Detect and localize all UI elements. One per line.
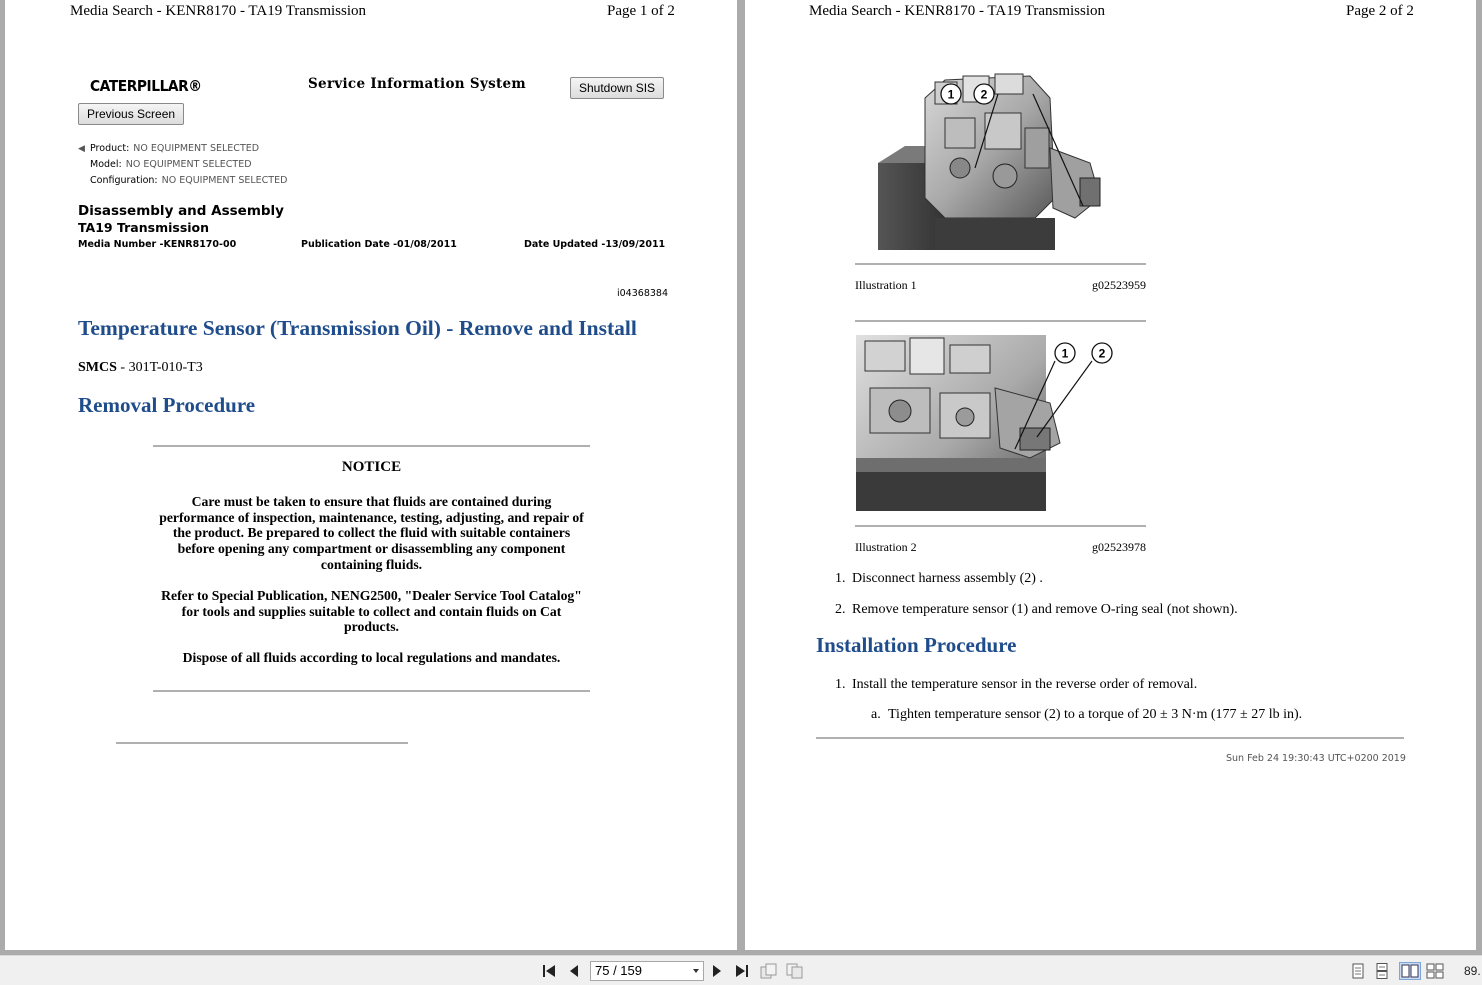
- continuous-view-icon[interactable]: [1373, 962, 1391, 980]
- installation-procedure-heading: Installation Procedure: [816, 633, 1017, 657]
- shutdown-sis-button[interactable]: Shutdown SIS: [570, 77, 664, 99]
- two-page-view-icon[interactable]: [1399, 962, 1421, 980]
- product-value: NO EQUIPMENT SELECTED: [133, 143, 260, 154]
- notice-bottom-divider: [153, 690, 590, 692]
- svg-text:1: 1: [1061, 346, 1069, 361]
- illustration-2-label: Illustration 2: [855, 540, 917, 554]
- configuration-label: Configuration:: [90, 175, 158, 186]
- next-page-icon[interactable]: [708, 962, 726, 980]
- product-label: Product:: [90, 143, 130, 154]
- notice-paragraph-3: Dispose of all fluids according to local regulations and mandates.: [182, 650, 561, 665]
- removal-step-1: 1. Disconnect harness assembly (2) .: [835, 571, 1043, 586]
- page-header-title: Media Search - KENR8170 - TA19 Transmission: [70, 3, 367, 19]
- page-header-number: Page 2 of 2: [1346, 3, 1414, 19]
- caterpillar-logo: CATERPILLAR®: [90, 77, 202, 95]
- smcs-code: [78, 360, 203, 376]
- zoom-level[interactable]: 89.: [1464, 964, 1481, 978]
- document-id: i04368384: [617, 288, 668, 299]
- callout-1: [941, 84, 961, 104]
- pdf-page-1: [5, 0, 737, 950]
- illustration-2-top-divider: [855, 320, 1146, 322]
- chevron-down-icon: [693, 969, 699, 973]
- model-value: NO EQUIPMENT SELECTED: [125, 159, 252, 170]
- equipment-info: [78, 141, 287, 189]
- pdf-viewer-toolbar: [0, 955, 1482, 985]
- print-timestamp: Sun Feb 24 19:30:43 UTC+0200 2019: [1226, 753, 1406, 764]
- illustration-2-divider: [855, 525, 1146, 527]
- page-number-select[interactable]: [590, 961, 704, 981]
- notice-paragraph-2: Refer to Special Publication, NENG2500, "Dealer Service Tool Catalog" for tools and supplies suitable to collect and contain fluids on Cat products.: [161, 588, 582, 635]
- single-page-view-icon[interactable]: [1349, 962, 1367, 980]
- extract-pages-icon[interactable]: [786, 962, 804, 980]
- illustration-1-image: [875, 68, 1137, 252]
- page-end-divider: [116, 742, 408, 744]
- removal-procedure-heading: Removal Procedure: [78, 393, 256, 417]
- removal-step-2: 2. Remove temperature sensor (1) and remove O-ring seal (not shown).: [835, 602, 1238, 617]
- illustration-1-id: g02523959: [1092, 278, 1146, 292]
- callout-2: [1092, 343, 1112, 363]
- svg-text:1: 1: [947, 87, 955, 102]
- notice-title: NOTICE: [341, 459, 402, 475]
- previous-page-icon[interactable]: [565, 962, 583, 980]
- callout-2: [974, 84, 994, 104]
- previous-screen-button[interactable]: Previous Screen: [78, 103, 184, 125]
- collapse-arrow-icon[interactable]: ◀: [78, 144, 85, 154]
- doc-subtitle: TA19 Transmission: [78, 220, 210, 235]
- page-title: Temperature Sensor (Transmission Oil) - Remove and Install: [78, 316, 637, 340]
- illustration-1-divider: [855, 263, 1146, 265]
- illustration-2-id: g02523978: [1092, 540, 1146, 554]
- sis-title: Service Information System: [308, 76, 527, 92]
- publication-date: Publication Date -01/08/2011: [301, 239, 457, 250]
- first-page-icon[interactable]: [540, 962, 558, 980]
- two-page-continuous-view-icon[interactable]: [1426, 962, 1444, 980]
- page-header-title: Media Search - KENR8170 - TA19 Transmission: [809, 3, 1106, 19]
- smcs-value: - 301T-010-T3: [116, 360, 203, 375]
- model-label: Model:: [90, 159, 122, 170]
- configuration-value: NO EQUIPMENT SELECTED: [161, 175, 288, 186]
- copy-pages-icon[interactable]: [760, 962, 778, 980]
- page-number-value: 75 / 159: [595, 963, 642, 978]
- page-end-divider: [816, 737, 1404, 739]
- notice-top-divider: [153, 445, 590, 447]
- page-header-number: Page 1 of 2: [607, 3, 675, 19]
- date-updated: Date Updated -13/09/2011: [524, 239, 666, 250]
- install-step-1: 1. Install the temperature sensor in the reverse order of removal.: [835, 677, 1198, 692]
- doc-title: Disassembly and Assembly: [78, 203, 284, 219]
- notice-paragraph-1: Care must be taken to ensure that fluids are contained during performance of inspection, maintenance, testing, adjusting, and repair of the product. Be prepared to collect the fluid with suitable containers before opening any compartment or disassembling any component containing fluids.: [159, 494, 584, 572]
- pdf-page-2: [745, 0, 1476, 950]
- callout-1: [1055, 343, 1075, 363]
- install-substep-a: a. Tighten temperature sensor (2) to a torque of 20 ± 3 N·m (177 ± 27 lb in).: [871, 707, 1303, 722]
- media-number: Media Number -KENR8170-00: [78, 239, 237, 250]
- svg-text:2: 2: [980, 87, 988, 102]
- smcs-label: SMCS: [78, 360, 117, 375]
- illustration-2-image: [855, 333, 1123, 513]
- illustration-1-label: Illustration 1: [855, 278, 917, 292]
- last-page-icon[interactable]: [733, 962, 751, 980]
- svg-text:2: 2: [1098, 346, 1106, 361]
